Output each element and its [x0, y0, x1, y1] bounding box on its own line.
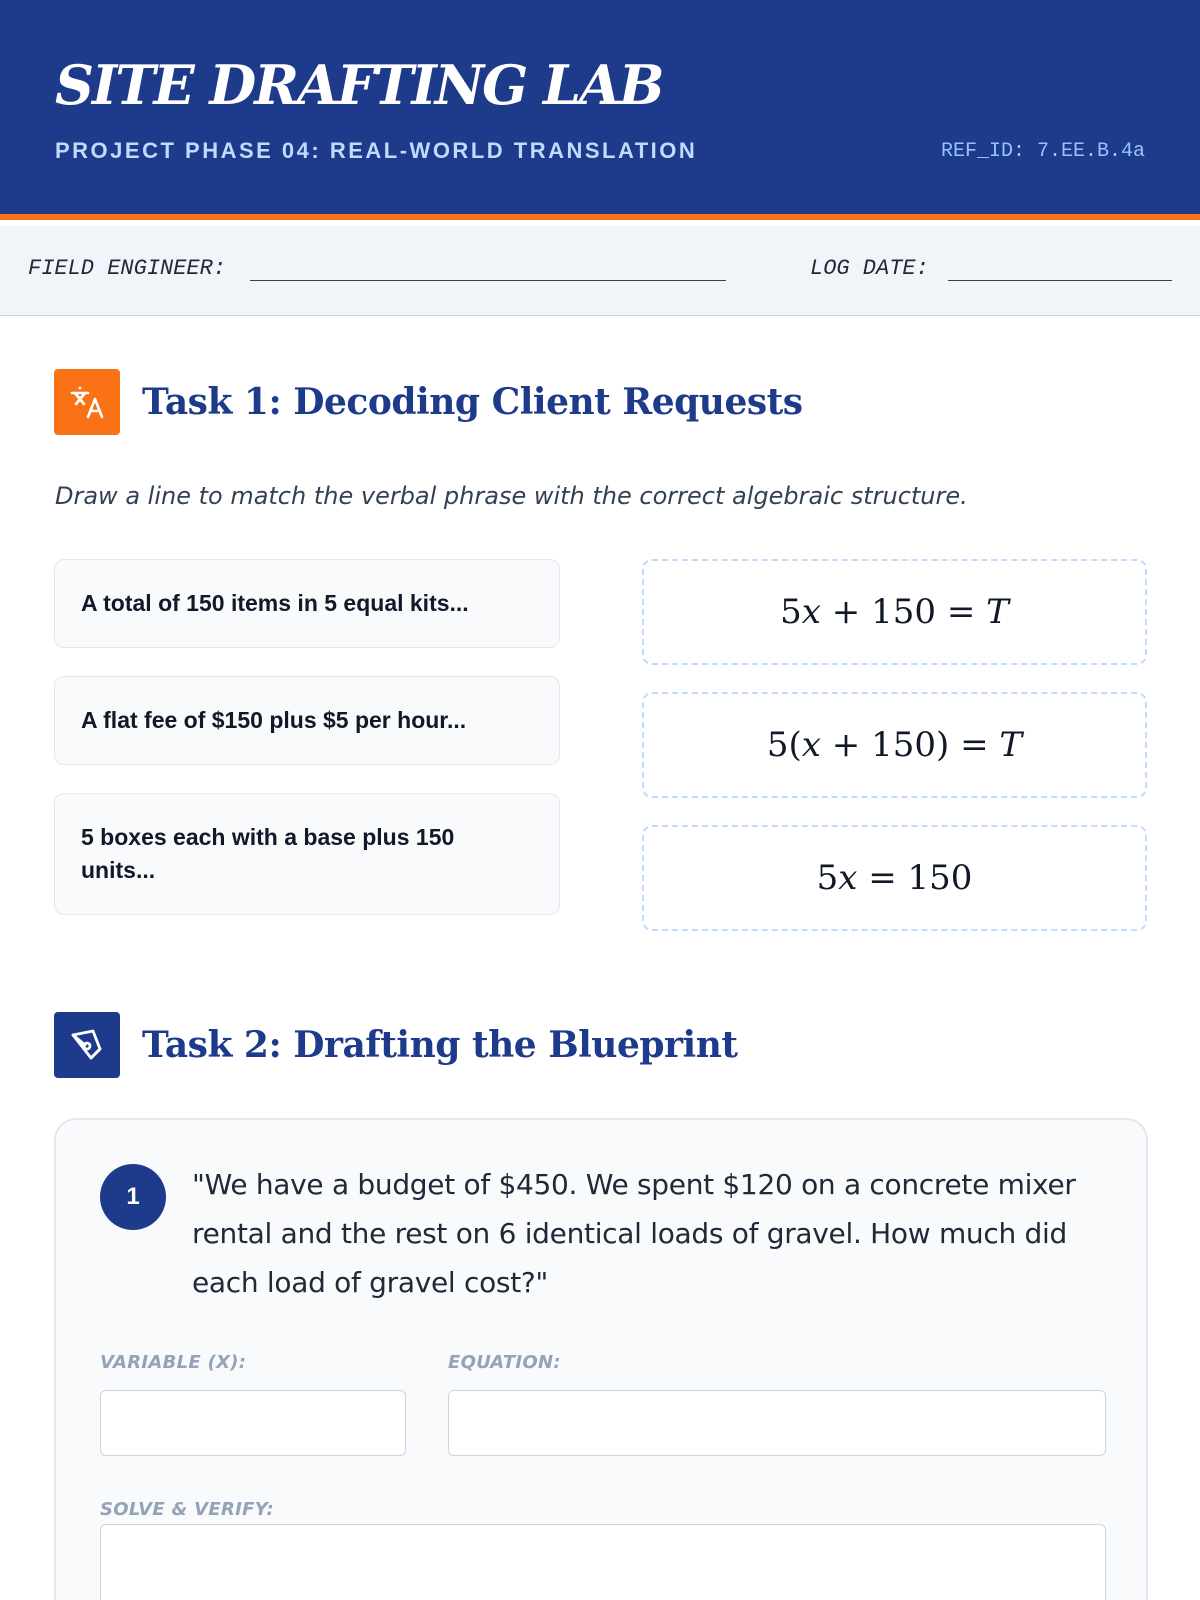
phrase-card[interactable]: A flat fee of $150 plus $5 per hour...: [54, 676, 560, 765]
equation-text: 5x = 150: [816, 858, 973, 898]
log-date-line[interactable]: [948, 280, 1172, 281]
task1-title: Task 1: Decoding Client Requests: [142, 381, 803, 423]
solve-verify-label: SOLVE & VERIFY:: [100, 1499, 274, 1520]
equation-box[interactable]: [642, 692, 1147, 798]
problem-number-badge: 1: [100, 1164, 166, 1230]
meta-bar: [0, 226, 1200, 316]
reference-id: REF_ID: 7.EE.B.4a: [940, 140, 1145, 163]
task2-title: Task 2: Drafting the Blueprint: [142, 1024, 738, 1066]
phrase-card[interactable]: 5 boxes each with a base plus 150 units...: [54, 793, 560, 915]
translate-icon: [54, 369, 120, 435]
page-title: SITE DRAFTING LAB: [55, 53, 663, 117]
equation-text: 5(x + 150) = T: [766, 725, 1023, 765]
equation-text: 5x + 150 = T: [780, 592, 1009, 632]
page-header: [0, 0, 1200, 220]
variable-label: VARIABLE (X):: [100, 1352, 247, 1373]
field-engineer-label: FIELD ENGINEER:: [28, 256, 227, 281]
task1-instruction: Draw a line to match the verbal phrase with the correct algebraic structure.: [55, 482, 968, 510]
task1-heading: [54, 369, 803, 435]
equation-box[interactable]: [642, 559, 1147, 665]
problem-card: [54, 1118, 1148, 1600]
equation-input[interactable]: [448, 1390, 1106, 1456]
field-engineer-line[interactable]: [250, 280, 726, 281]
page-subtitle: PROJECT PHASE 04: REAL-WORLD TRANSLATION: [55, 138, 698, 163]
problem-prompt: "We have a budget of $450. We spent $120 on a concrete mixer rental and the rest on 6 identical loads of gravel. How much did each load of gravel cost?": [192, 1168, 1076, 1299]
log-date-label: LOG DATE:: [810, 256, 929, 281]
variable-input[interactable]: [100, 1390, 406, 1456]
solve-verify-input[interactable]: [100, 1524, 1106, 1600]
equation-box[interactable]: [642, 825, 1147, 931]
task2-heading: [54, 1012, 738, 1078]
equation-label: EQUATION:: [448, 1352, 561, 1373]
pen-tool-icon: [54, 1012, 120, 1078]
phrase-card[interactable]: A total of 150 items in 5 equal kits...: [54, 559, 560, 648]
